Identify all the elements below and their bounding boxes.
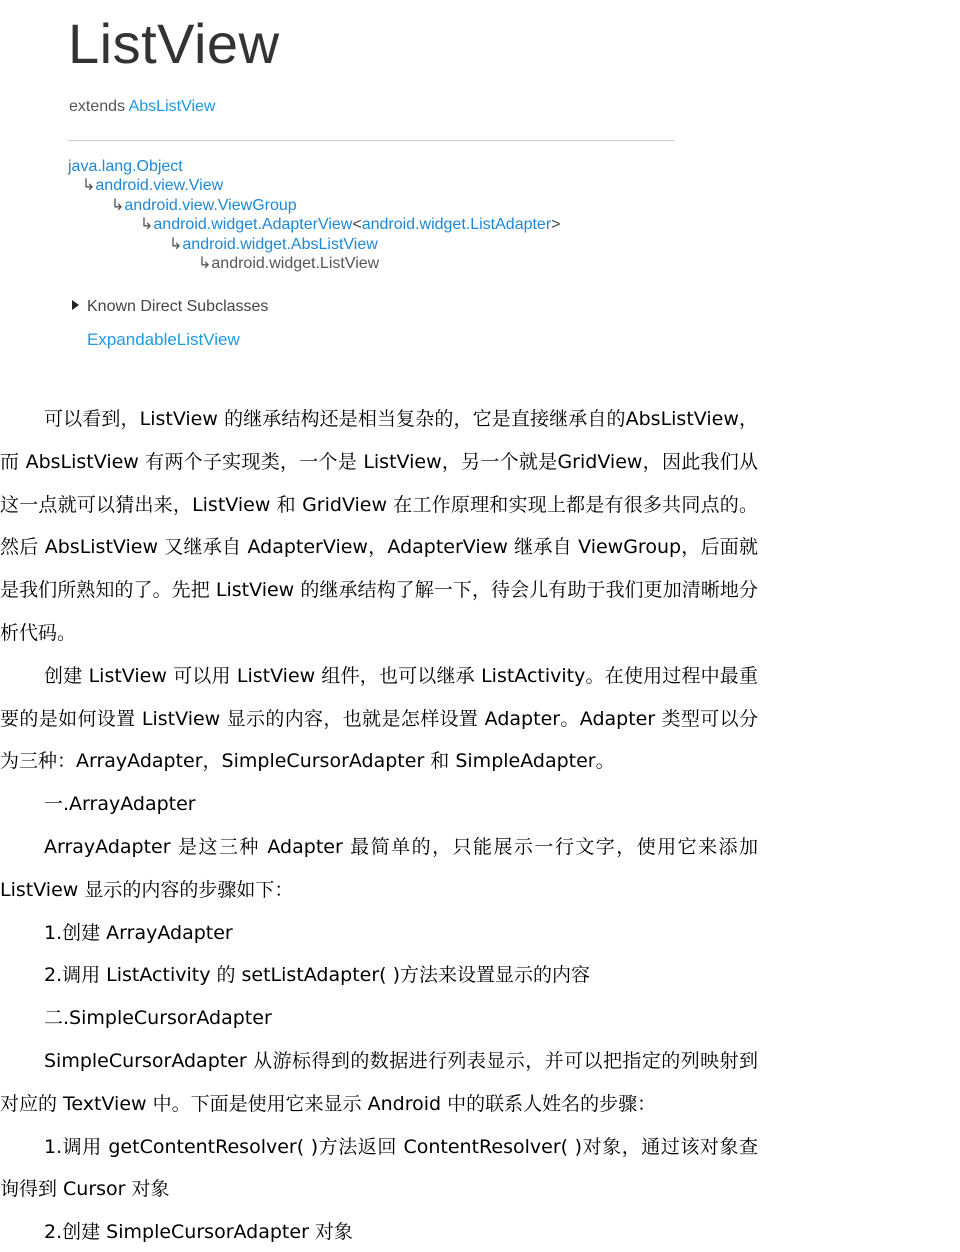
hierarchy-link-view[interactable]: android.view.View xyxy=(95,177,224,195)
hierarchy-link-listadapter[interactable]: android.widget.ListAdapter xyxy=(361,216,552,234)
body-text xyxy=(0,398,758,1252)
step-item: 2.创建 SimpleCursorAdapter 对象 xyxy=(44,1221,353,1244)
hierarchy-link-viewgroup[interactable]: android.view.ViewGroup xyxy=(124,196,297,214)
hierarchy-arrow-icon: ↳ xyxy=(198,255,212,273)
section-heading: 一.ArrayAdapter xyxy=(44,793,196,816)
extends-line xyxy=(69,96,215,118)
hierarchy-arrow-icon: ↳ xyxy=(169,235,183,253)
subclasses-label: Known Direct Subclasses xyxy=(87,298,269,315)
generic-close: > xyxy=(551,216,561,234)
hierarchy-row xyxy=(68,176,561,195)
doc-title: ListView xyxy=(68,12,280,75)
paragraph: SimpleCursorAdapter 从游标得到的数据进行列表显示，并可以把指定的列映射到对应的 TextView 中。下面是使用它来显示 Android 中的联系人姓名的步骤： xyxy=(0,1049,758,1115)
generic-open: < xyxy=(352,216,362,234)
divider xyxy=(68,140,674,141)
subclass-link[interactable]: ExpandableListView xyxy=(87,330,240,349)
hierarchy-arrow-icon: ↳ xyxy=(82,177,96,195)
step-item: 1.创建 ArrayAdapter xyxy=(44,921,233,944)
subclasses-toggle[interactable] xyxy=(72,296,268,318)
hierarchy-link-object[interactable]: java.lang.Object xyxy=(68,158,183,175)
hierarchy-link-adapterview[interactable]: android.widget.AdapterView xyxy=(153,216,353,234)
inheritance-hierarchy xyxy=(68,157,561,273)
hierarchy-row-current xyxy=(68,254,561,273)
hierarchy-row xyxy=(68,215,561,234)
paragraph: 创建 ListView 可以用 ListView 组件，也可以继承 ListActivity。在使用过程中最重要的是如何设置 ListView 显示的内容，也就是怎样设置 Adapter。Adapter 类型可以分为三种：ArrayAdapter，SimpleCursorAdapter 和 SimpleAdapter。 xyxy=(0,664,758,773)
expand-triangle-icon xyxy=(72,300,79,310)
hierarchy-arrow-icon: ↳ xyxy=(111,196,125,214)
paragraph: 可以看到，ListView 的继承结构还是相当复杂的，它是直接继承自的AbsListView，而 AbsListView 有两个子实现类，一个是 ListView，另一个就是GridView，因此我们从这一点就可以猜出来，ListView 和 GridView 在工作原理和实现上都是有很多共同点的。然后 AbsListView 又继承自 AdapterView，AdapterView 继承自 ViewGroup，后面就是我们所熟知的了。先把 ListView 的继承结构了解一下，待会儿有助于我们更加清晰地分析代码。 xyxy=(0,408,759,644)
hierarchy-arrow-icon: ↳ xyxy=(140,216,154,234)
paragraph: ArrayAdapter 是这三种 Adapter 最简单的，只能展示一行文字，使用它来添加 ListView 显示的内容的步骤如下： xyxy=(0,835,758,901)
hierarchy-row xyxy=(68,157,561,176)
hierarchy-current-class: android.widget.ListView xyxy=(211,255,380,273)
step-item: 2.调用 ListActivity 的 setListAdapter( )方法来设置显示的内容 xyxy=(44,964,591,987)
section-heading: 二.SimpleCursorAdapter xyxy=(44,1007,272,1030)
hierarchy-row xyxy=(68,235,561,254)
step-item: 1.调用 getContentResolver( )方法返回 ContentResolver( )对象，通过该对象查询得到 Cursor 对象 xyxy=(0,1135,758,1201)
extends-prefix: extends xyxy=(69,98,126,115)
hierarchy-link-abslistview[interactable]: android.widget.AbsListView xyxy=(182,235,378,253)
hierarchy-row xyxy=(68,196,561,215)
extends-link[interactable]: AbsListView xyxy=(128,98,216,115)
